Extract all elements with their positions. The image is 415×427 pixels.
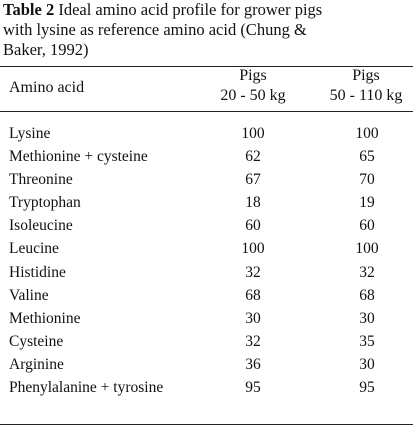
value-50-110kg: 95 (359, 379, 375, 397)
caption-line-1 (3, 0, 408, 20)
amino-acid-name: Tryptophan (9, 194, 81, 212)
header-col-50-110kg (306, 66, 415, 106)
header-col-2-species: Pigs (352, 67, 380, 84)
value-50-110kg: 30 (359, 355, 375, 373)
value-20-50kg: 100 (241, 125, 265, 142)
table-row (0, 286, 413, 309)
value-50-110kg: 32 (359, 263, 375, 281)
caption-title-part-1: Ideal amino acid profile for grower pigs (54, 0, 323, 19)
table-row (0, 124, 413, 147)
table-row (0, 147, 413, 170)
amino-acid-name: Histidine (9, 263, 66, 281)
table-row (0, 216, 413, 239)
header-col-1-weight: 20 - 50 kg (220, 87, 286, 104)
header-amino-acid: Amino acid (9, 79, 85, 96)
amino-acid-name: Valine (9, 286, 49, 304)
caption-line-2: with lysine as reference amino acid (Chung & (3, 20, 307, 39)
header-col-20-50kg (193, 66, 313, 106)
value-20-50kg: 18 (245, 194, 261, 212)
table-caption (3, 0, 408, 60)
value-50-110kg: 68 (359, 286, 375, 304)
table-body (0, 124, 413, 401)
amino-acid-name: Phenylalanine + tyrosine (9, 379, 164, 397)
table-header-rule (0, 111, 413, 112)
amino-acid-name: Methionine (9, 309, 81, 327)
table-row (0, 355, 413, 378)
value-50-110kg: 100 (355, 240, 379, 258)
value-20-50kg: 32 (245, 332, 261, 350)
value-20-50kg: 60 (245, 217, 261, 235)
value-50-110kg: 65 (359, 148, 375, 166)
amino-acid-name: Threonine (9, 171, 73, 189)
value-20-50kg: 67 (245, 171, 261, 189)
value-50-110kg: 100 (355, 125, 379, 142)
value-20-50kg: 30 (245, 309, 261, 327)
header-col-2-weight: 50 - 110 kg (329, 87, 403, 104)
amino-acid-name: Methionine + cysteine (9, 148, 148, 166)
amino-acid-name: Lysine (9, 125, 51, 142)
amino-acid-name: Arginine (9, 355, 64, 373)
value-50-110kg: 19 (359, 194, 375, 212)
table-row (0, 193, 413, 216)
amino-acid-name: Isoleucine (9, 217, 73, 235)
value-50-110kg: 30 (359, 309, 375, 327)
value-50-110kg: 35 (359, 332, 375, 350)
value-50-110kg: 60 (359, 217, 375, 235)
table-row (0, 263, 413, 286)
value-20-50kg: 100 (241, 240, 265, 258)
value-20-50kg: 62 (245, 148, 261, 166)
table-row (0, 378, 413, 401)
table-row (0, 332, 413, 355)
amino-acid-name: Cysteine (9, 332, 64, 350)
value-50-110kg: 70 (359, 171, 375, 189)
table-bottom-rule (0, 424, 413, 425)
table-row (0, 170, 413, 193)
table-row (0, 309, 413, 332)
header-col-1-species: Pigs (239, 67, 267, 84)
value-20-50kg: 95 (245, 379, 261, 397)
value-20-50kg: 36 (245, 355, 261, 373)
table-row (0, 239, 413, 262)
value-20-50kg: 68 (245, 286, 261, 304)
table-label: Table 2 (3, 0, 55, 19)
value-20-50kg: 32 (245, 263, 261, 281)
amino-acid-name: Leucine (9, 240, 59, 258)
caption-line-3: Baker, 1992) (3, 40, 89, 59)
